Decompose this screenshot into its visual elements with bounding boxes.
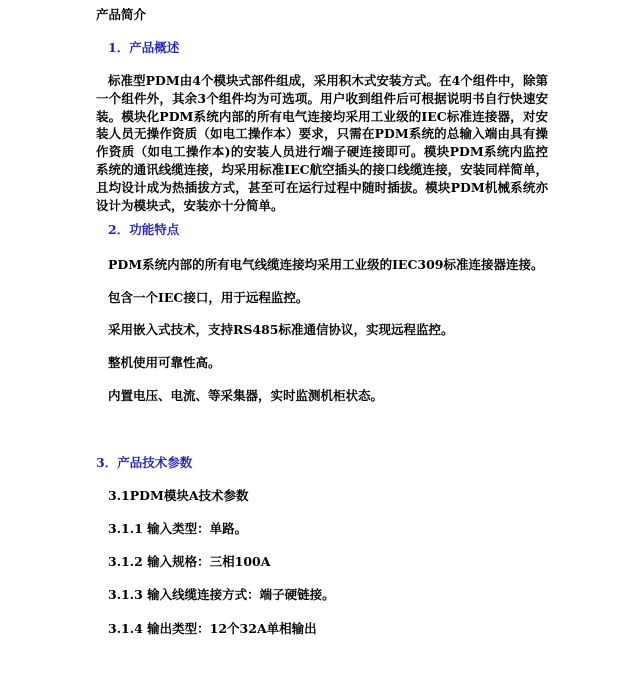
feature-item: 内置电压、电流、等采集器，实时监测机柜状态。 — [108, 388, 384, 403]
feature-item: 包含一个IEC接口，用于远程监控。 — [108, 290, 309, 305]
feature-item: 整机使用可靠性高。 — [108, 355, 221, 370]
spec-item: 3.1.4 输出类型：12个32A单相输出 — [108, 621, 317, 636]
document-title: 产品简介 — [96, 7, 147, 22]
section-2-heading: 2．功能特点 — [108, 222, 180, 237]
section-3-subheading: 3.1PDM模块A技术参数 — [108, 488, 249, 503]
section-1-heading: 1．产品概述 — [108, 40, 180, 55]
spec-item: 3.1.3 输入线缆连接方式：端子硬链接。 — [108, 587, 335, 602]
spec-item: 3.1.2 输入规格：三相100A — [108, 554, 271, 569]
feature-item: PDM系统内部的所有电气线缆连接均采用工业级的IEC309标准连接器连接。 — [108, 257, 544, 272]
spec-item: 3.1.1 输入类型：单路。 — [108, 521, 248, 536]
feature-item: 采用嵌入式技术，支持RS485标准通信协议，实现远程监控。 — [108, 322, 454, 337]
section-1-paragraph: 标准型PDM由4个模块式部件组成，采用积木式安装方式。在4个组件中，除第一个组件外，其余3个组件均为可选项。用户收到组件后可根据说明书自行快速安装。模块化PDM系统内部的所有电气连接均采用工业级的IEC标准连接器，对安装人员无操作资质（如电工操作本）要求，只需在PDM系统的总输入端由具有操作资质（如电工操作本)的安装人员进行端子硬连接即可。模块PDM系统内监控系统的通讯线缆连接，均采用标准IEC航空插头的接口线缆连接，安装同样简单，且均设计成为热插拔方式，甚至可在运行过程中随时插拔。模块PDM机械系统亦设计为模块式，安装亦十分简单。 — [96, 73, 548, 213]
section-3-heading: 3．产品技术参数 — [96, 455, 193, 470]
